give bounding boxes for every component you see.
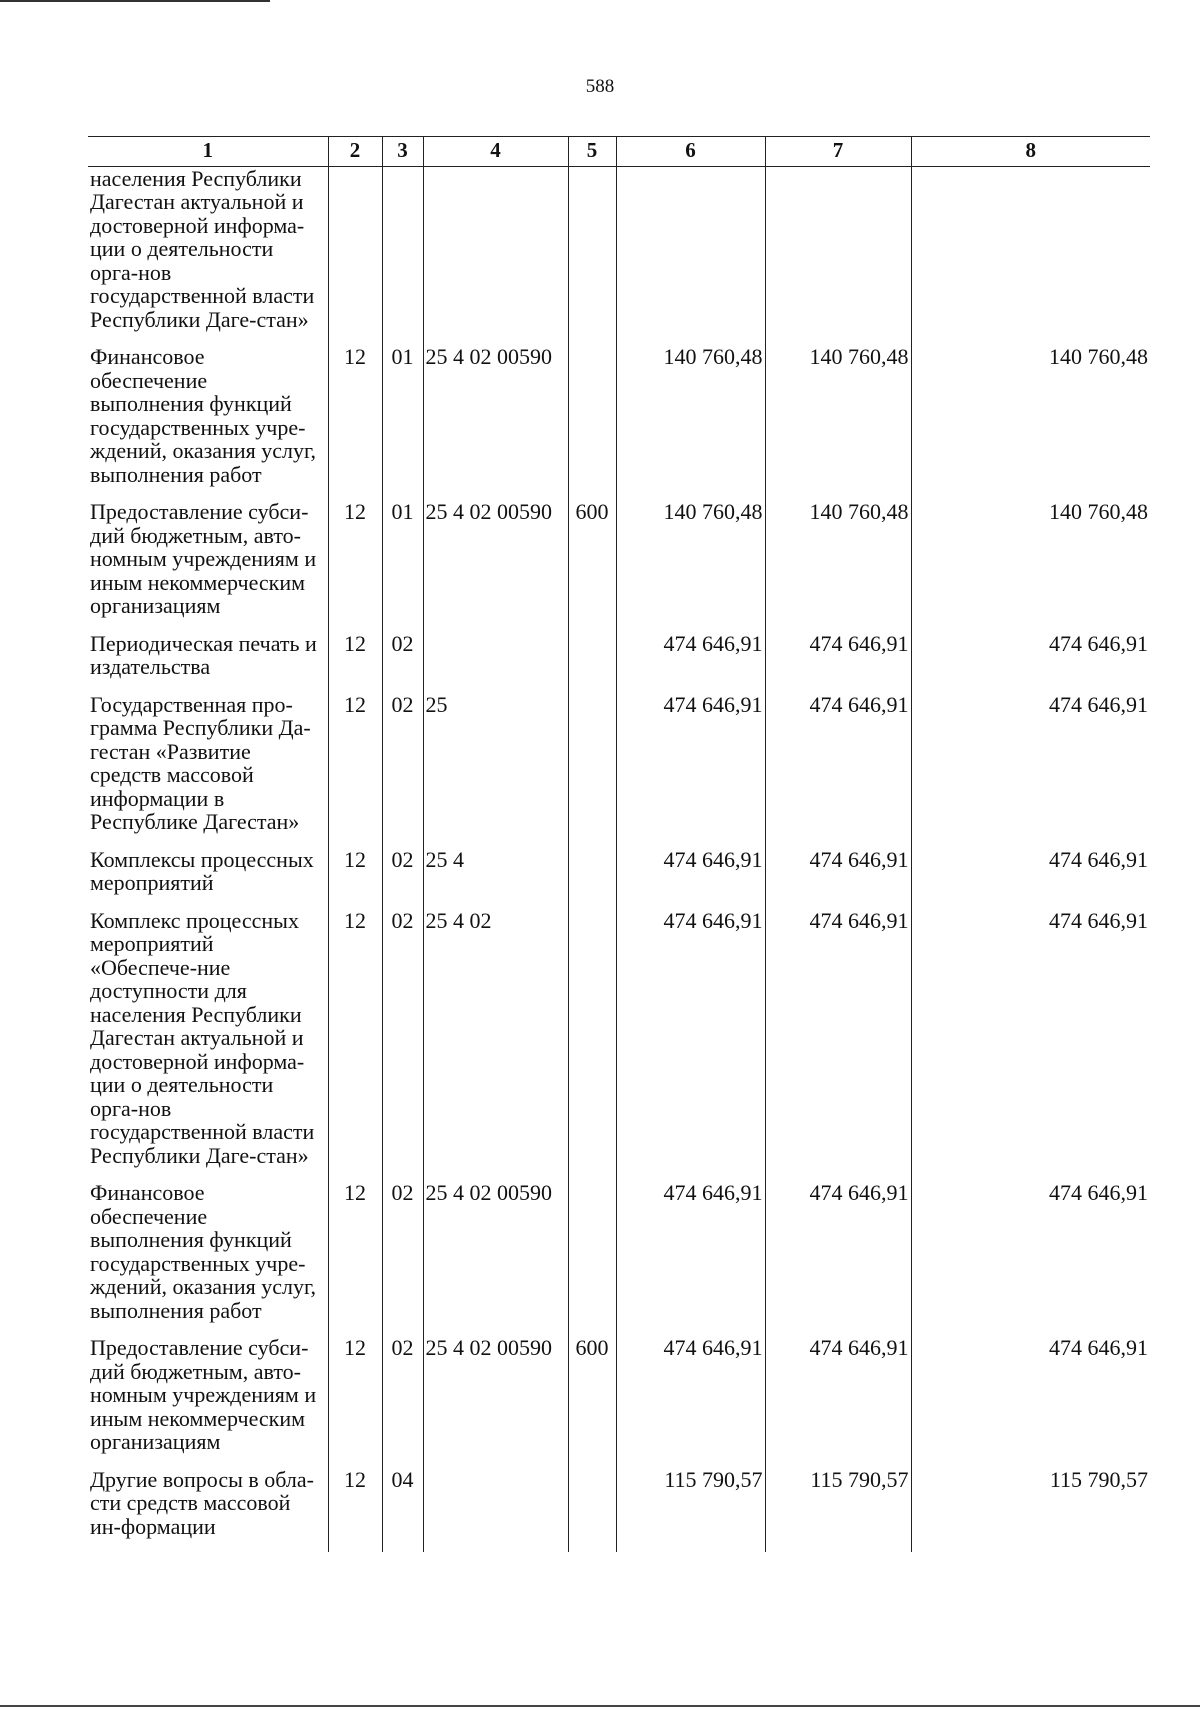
expense-type-code (568, 1468, 616, 1553)
scan-edge-top (0, 0, 270, 2)
amount-year-2: 474 646,91 (765, 693, 911, 848)
subsection-code: 01 (382, 345, 423, 500)
expense-type-code (568, 693, 616, 848)
amount-year-1: 474 646,91 (616, 632, 765, 693)
amount-year-1: 140 760,48 (616, 500, 765, 632)
table-row (88, 1468, 1150, 1553)
target-article-code: 25 4 02 00590 (423, 1336, 568, 1468)
amount-year-2: 474 646,91 (765, 632, 911, 693)
amount-year-2: 140 760,48 (765, 500, 911, 632)
column-header: 2 (328, 137, 382, 167)
target-article-code: 25 4 02 00590 (423, 500, 568, 632)
section-code: 12 (328, 632, 382, 693)
amount-year-1 (616, 166, 765, 345)
row-label: Государственная про-грамма Республики Да-гестан «Развитие средств массовой информации в Республике Дагестан» (90, 691, 311, 834)
amount-year-1: 474 646,91 (616, 909, 765, 1182)
subsection-code: 02 (382, 1336, 423, 1468)
section-code: 12 (328, 345, 382, 500)
column-header: 5 (568, 137, 616, 167)
expense-type-code: 600 (568, 1336, 616, 1468)
amount-year-2: 140 760,48 (765, 345, 911, 500)
row-label: Комплекс процессных мероприятий «Обеспече-ние доступности для населения Республики Дагестан актуальной и достоверной информа-ции о деятельности орга-нов государственной власти Республики Даге-стан» (90, 907, 315, 1168)
amount-year-1: 474 646,91 (616, 848, 765, 909)
column-header: 1 (88, 137, 328, 167)
target-article-code: 25 4 02 00590 (423, 1181, 568, 1336)
amount-year-1: 115 790,57 (616, 1468, 765, 1553)
amount-year-3: 140 760,48 (911, 345, 1150, 500)
table-row (88, 632, 1150, 693)
table-row (88, 1336, 1150, 1468)
row-label: Предоставление субси-дий бюджетным, авто-номным учреждениям и иным некоммерческим организациям (90, 499, 317, 618)
amount-year-3: 140 760,48 (911, 500, 1150, 632)
amount-year-3: 474 646,91 (911, 1181, 1150, 1336)
target-article-code: 25 (423, 693, 568, 848)
subsection-code: 02 (382, 909, 423, 1182)
column-header: 7 (765, 137, 911, 167)
section-code: 12 (328, 848, 382, 909)
target-article-code (423, 1468, 568, 1553)
section-code: 12 (328, 1181, 382, 1336)
amount-year-3 (911, 166, 1150, 345)
column-header: 4 (423, 137, 568, 167)
table-row (88, 1181, 1150, 1336)
amount-year-1: 474 646,91 (616, 693, 765, 848)
amount-year-2: 474 646,91 (765, 1336, 911, 1468)
row-label: Предоставление субси-дий бюджетным, авто-номным учреждениям и иным некоммерческим организациям (90, 1335, 317, 1454)
target-article-code: 25 4 02 (423, 909, 568, 1182)
amount-year-1: 474 646,91 (616, 1181, 765, 1336)
amount-year-2: 474 646,91 (765, 909, 911, 1182)
table-body (88, 166, 1150, 1552)
subsection-code: 01 (382, 500, 423, 632)
row-label: населения Республики Дагестан актуальной и достоверной информа-ции о деятельности орга-нов государственной власти Республики Даге-стан» (90, 165, 315, 332)
amount-year-3: 474 646,91 (911, 909, 1150, 1182)
target-article-code: 25 4 02 00590 (423, 345, 568, 500)
column-header: 6 (616, 137, 765, 167)
section-code: 12 (328, 1468, 382, 1553)
target-article-code (423, 632, 568, 693)
table-row (88, 909, 1150, 1182)
subsection-code: 02 (382, 693, 423, 848)
amount-year-2: 115 790,57 (765, 1468, 911, 1553)
amount-year-3: 474 646,91 (911, 848, 1150, 909)
expense-type-code (568, 848, 616, 909)
amount-year-2: 474 646,91 (765, 1181, 911, 1336)
section-code: 12 (328, 1336, 382, 1468)
subsection-code: 02 (382, 848, 423, 909)
subsection-code: 04 (382, 1468, 423, 1553)
column-header: 8 (911, 137, 1150, 167)
amount-year-2: 474 646,91 (765, 848, 911, 909)
row-label: Периодическая печать и издательства (90, 630, 317, 679)
expense-type-code (568, 1181, 616, 1336)
subsection-code: 02 (382, 632, 423, 693)
amount-year-1: 140 760,48 (616, 345, 765, 500)
row-label: Финансовое обеспечение выполнения функций государственных учре-ждений, оказания услуг, выполнения работ (90, 344, 317, 487)
table-row (88, 848, 1150, 909)
table-row (88, 693, 1150, 848)
table-header-row (88, 137, 1150, 167)
target-article-code: 25 4 (423, 848, 568, 909)
budget-table (88, 136, 1150, 1552)
subsection-code: 02 (382, 1181, 423, 1336)
target-article-code (423, 166, 568, 345)
section-code: 12 (328, 909, 382, 1182)
expense-type-code (568, 632, 616, 693)
amount-year-2 (765, 166, 911, 345)
column-header: 3 (382, 137, 423, 167)
row-label: Комплексы процессных мероприятий (90, 846, 314, 895)
table-row (88, 500, 1150, 632)
scan-edge-bottom (0, 1705, 1200, 1707)
row-label: Финансовое обеспечение выполнения функций государственных учре-ждений, оказания услуг, выполнения работ (90, 1180, 317, 1323)
section-code: 12 (328, 500, 382, 632)
amount-year-3: 474 646,91 (911, 693, 1150, 848)
section-code (328, 166, 382, 345)
expense-type-code: 600 (568, 500, 616, 632)
amount-year-3: 115 790,57 (911, 1468, 1150, 1553)
amount-year-3: 474 646,91 (911, 632, 1150, 693)
expense-type-code (568, 345, 616, 500)
expense-type-code (568, 166, 616, 345)
page-number: 588 (585, 76, 615, 97)
section-code: 12 (328, 693, 382, 848)
row-label: Другие вопросы в обла-сти средств массовой ин-формации (90, 1466, 314, 1539)
amount-year-3: 474 646,91 (911, 1336, 1150, 1468)
amount-year-1: 474 646,91 (616, 1336, 765, 1468)
table-row (88, 166, 1150, 345)
subsection-code (382, 166, 423, 345)
expense-type-code (568, 909, 616, 1182)
table-row (88, 345, 1150, 500)
